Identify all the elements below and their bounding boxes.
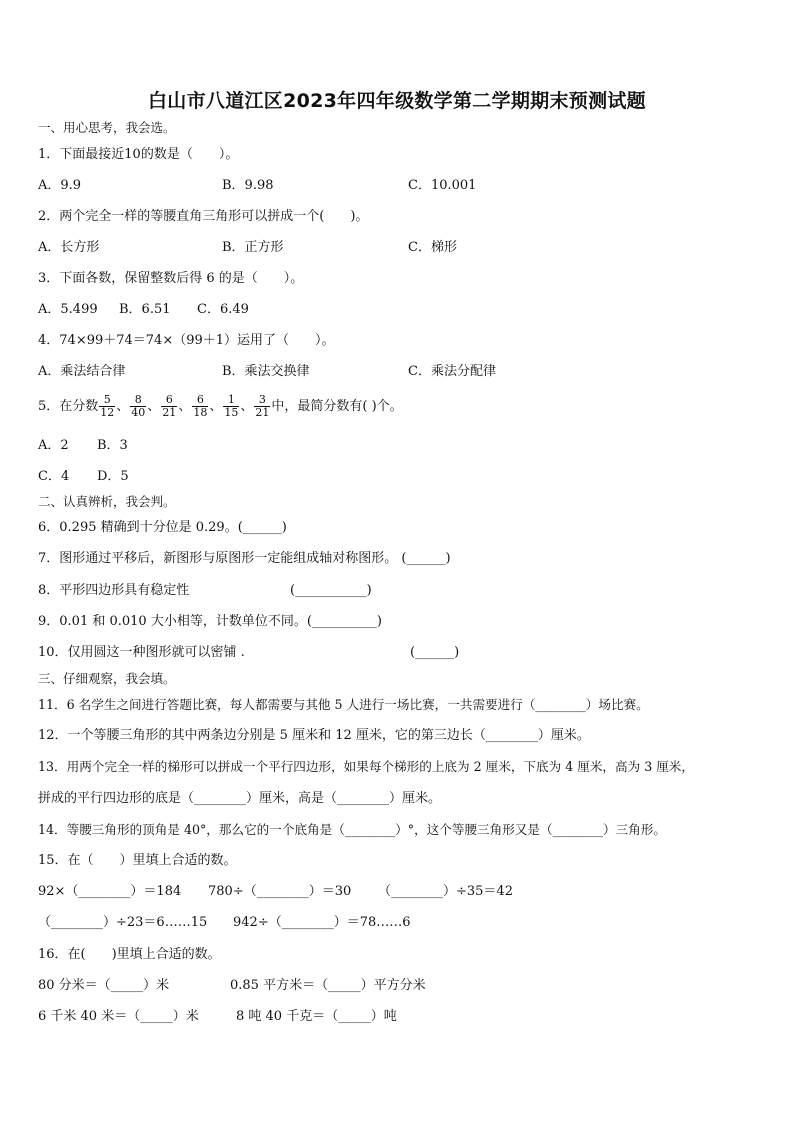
fraction-numerator: 5 bbox=[99, 394, 115, 407]
q4-option-a: A．乘法结合律 bbox=[38, 364, 126, 379]
question-7: 7．图形通过平移后，新图形与原图形一定能组成轴对称图形。 (______) bbox=[38, 551, 451, 566]
fraction bbox=[99, 394, 115, 419]
q1-option-a: A．9.9 bbox=[38, 178, 82, 193]
question-12: 12．一个等腰三角形的其中两条边分别是 5 厘米和 12 厘米，它的第三边长（________）厘米。 bbox=[38, 728, 590, 743]
q15-equation-1: 92×（________）＝184 bbox=[38, 884, 182, 899]
fraction bbox=[130, 394, 146, 419]
q1-option-b: B．9.98 bbox=[222, 178, 274, 193]
q15-equation-4: （________）÷23＝6……15 bbox=[38, 915, 208, 930]
fraction bbox=[192, 394, 208, 419]
fraction-numerator: 6 bbox=[192, 394, 208, 407]
question-9: 9．0.01 和 0.010 大小相等，计数单位不同。(__________) bbox=[38, 614, 382, 629]
q16-conversion-1: 80 分米＝（_____）米 bbox=[38, 978, 170, 993]
q5-option-d: D．5 bbox=[97, 469, 129, 484]
q5-prefix: 5．在分数 bbox=[38, 399, 99, 414]
q4-option-c: C．乘法分配律 bbox=[408, 364, 496, 379]
q2-option-c: C．梯形 bbox=[408, 240, 457, 255]
question-10: 10．仅用圆这一种图形就可以密铺 . bbox=[38, 645, 245, 660]
q5-option-b: B．3 bbox=[97, 438, 128, 453]
question-2: 2．两个完全一样的等腰直角三角形可以拼成一个( )。 bbox=[38, 209, 369, 224]
fraction-denominator: 18 bbox=[193, 406, 208, 419]
fraction-denominator: 12 bbox=[100, 406, 115, 419]
q8-answer-blank: (___________) bbox=[290, 583, 372, 598]
q2-option-a: A．长方形 bbox=[38, 240, 100, 255]
fraction bbox=[223, 394, 239, 419]
fraction-numerator: 1 bbox=[223, 394, 239, 407]
question-8: 8．平形四边形具有稳定性 bbox=[38, 583, 190, 598]
fraction-numerator: 6 bbox=[161, 394, 177, 407]
question-3: 3．下面各数，保留整数后得 6 的是（ ）。 bbox=[38, 271, 304, 286]
q3-option-c: C．6.49 bbox=[197, 302, 249, 317]
fraction-denominator: 15 bbox=[224, 406, 239, 419]
section-heading-2: 二、认真辨析，我会判。 bbox=[38, 494, 176, 509]
separator: 、 bbox=[147, 399, 161, 414]
q4-option-b: B．乘法交换律 bbox=[222, 364, 310, 379]
fraction bbox=[254, 394, 270, 419]
question-13-line-1: 13．用两个完全一样的梯形可以拼成一个平行四边形，如果每个梯形的上底为 2 厘米，下底为 4 厘米，高为 3 厘米， bbox=[38, 759, 694, 774]
question-5 bbox=[38, 394, 403, 419]
question-16: 16．在( )里填上合适的数。 bbox=[38, 947, 221, 962]
question-6: 6．0.295 精确到十分位是 0.29。(______) bbox=[38, 520, 287, 535]
separator: 、 bbox=[116, 399, 130, 414]
q5-option-a: A．2 bbox=[38, 438, 69, 453]
question-15: 15．在（ ）里填上合适的数。 bbox=[38, 853, 237, 868]
q15-equation-2: 780÷（________）＝30 bbox=[208, 884, 352, 899]
q10-answer-blank: (______) bbox=[410, 645, 460, 660]
page-title: 白山市八道江区2023年四年级数学第二学期期末预测试题 bbox=[148, 90, 646, 112]
question-1: 1．下面最接近10的数是（ ）。 bbox=[38, 147, 239, 162]
question-14: 14．等腰三角形的顶角是 40°，那么它的一个底角是（________）°，这个等腰三角形又是（________）三角形。 bbox=[38, 822, 666, 837]
section-heading-1: 一、用心思考，我会选。 bbox=[38, 120, 176, 135]
q1-option-c: C．10.001 bbox=[408, 178, 477, 193]
separator: 、 bbox=[240, 399, 254, 414]
fraction-numerator: 8 bbox=[130, 394, 146, 407]
q5-option-c: C．4 bbox=[38, 469, 70, 484]
question-4: 4．74×99＋74＝74×（99＋1）运用了（ ）。 bbox=[38, 333, 335, 348]
q5-suffix: 中，最简分数有( )个。 bbox=[271, 399, 403, 414]
q16-conversion-2: 0.85 平方米＝（_____）平方分米 bbox=[230, 978, 426, 993]
section-heading-3: 三、仔细观察，我会填。 bbox=[38, 671, 176, 686]
q15-equation-5: 942÷（________）＝78……6 bbox=[233, 915, 411, 930]
q16-conversion-3: 6 千米 40 米＝（_____）米 bbox=[38, 1009, 199, 1024]
q3-option-b: B．6.51 bbox=[119, 302, 171, 317]
separator: 、 bbox=[178, 399, 192, 414]
q16-conversion-4: 8 吨 40 千克＝（_____）吨 bbox=[236, 1009, 397, 1024]
question-11: 11．6 名学生之间进行答题比赛，每人都需要与其他 5 人进行一场比赛，一共需要进行（________）场比赛。 bbox=[38, 697, 649, 712]
fraction-denominator: 21 bbox=[255, 406, 270, 419]
q3-option-a: A．5.499 bbox=[38, 302, 98, 317]
q15-equation-3: （________）÷35＝42 bbox=[378, 884, 513, 899]
fraction-numerator: 3 bbox=[254, 394, 270, 407]
separator: 、 bbox=[209, 399, 223, 414]
q2-option-b: B．正方形 bbox=[222, 240, 284, 255]
fraction-denominator: 40 bbox=[131, 406, 146, 419]
question-13-line-2: 拼成的平行四边形的底是（________）厘米，高是（________）厘米。 bbox=[38, 791, 442, 806]
fraction bbox=[161, 394, 177, 419]
fraction-denominator: 21 bbox=[162, 406, 177, 419]
